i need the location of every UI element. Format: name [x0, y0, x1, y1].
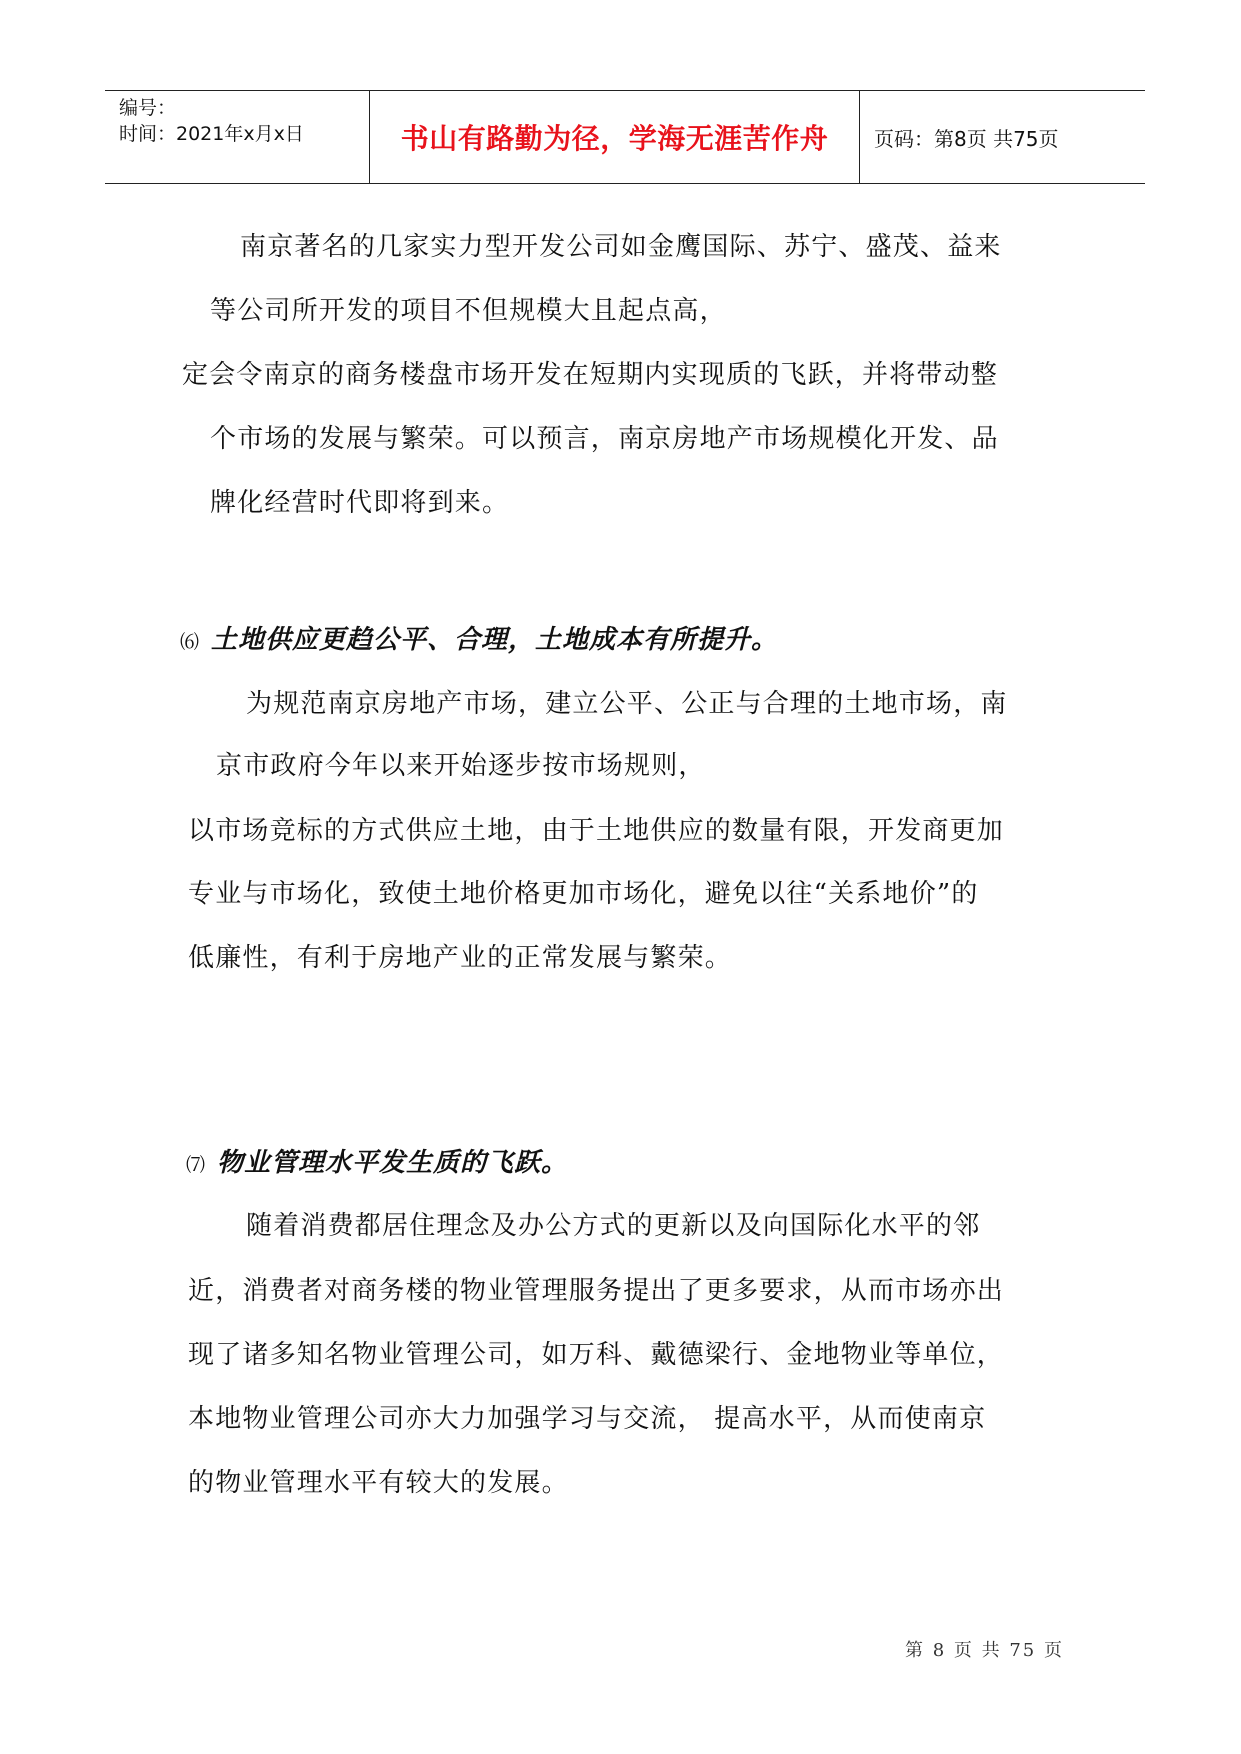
header-meta-cell: [105, 91, 370, 183]
para1-line-2: 等公司所开发的项目不但规模大且起点高，: [210, 296, 727, 326]
section7-heading: [186, 1142, 568, 1179]
para1-line-4: 个市场的发展与繁荣。可以预言，南京房地产市场规模化开发、品: [210, 424, 999, 454]
time-label: 时间：2021年x月x日: [119, 123, 304, 145]
para1-line-3: 定会令南京的商务楼盘市场开发在短期内实现质的飞跃，并将带动整: [182, 360, 999, 390]
section7-number: ⑺: [186, 1154, 206, 1176]
section6-line-3: 以市场竞标的方式供应土地，由于土地供应的数量有限，开发商更加: [188, 816, 1005, 846]
section6-line-1: 为规范南京房地产市场，建立公平、公正与合理的土地市场，南: [246, 689, 1008, 719]
para1-line-1: 南京著名的几家实力型开发公司如金鹰国际、苏宁、盛茂、益来: [240, 232, 1002, 262]
section7-line-4: 本地物业管理公司亦大力加强学习与交流， 提高水平，从而使南京: [188, 1404, 987, 1434]
section6-number: ⑹: [180, 631, 200, 653]
section6-line-5: 低廉性，有利于房地产业的正常发展与繁荣。: [188, 943, 733, 973]
section7-line-1: 随着消费都居住理念及办公方式的更新以及向国际化水平的邻: [246, 1211, 981, 1241]
section6-title: 土地供应更趋公平、合理，土地成本有所提升。: [211, 625, 779, 655]
serial-label: 编号：: [119, 97, 177, 119]
section7-line-3: 现了诸多知名物业管理公司，如万科、戴德梁行、金地物业等单位，: [188, 1340, 1005, 1370]
para1-line-5: 牌化经营时代即将到来。: [210, 488, 510, 518]
section6-line-4: 专业与市场化，致使土地价格更加市场化，避免以往“关系地价”的: [188, 879, 979, 909]
section7-line-2: 近，消费者对商务楼的物业管理服务提出了更多要求，从而市场亦出: [188, 1276, 1005, 1306]
motto-text: 书山有路勤为径，学海无涯苦作舟: [400, 122, 829, 155]
section6-line-2: 京市政府今年以来开始逐步按市场规则，: [216, 751, 706, 781]
section7-title: 物业管理水平发生质的飞跃。: [217, 1148, 569, 1178]
page-footer: 第 8 页 共 75 页: [905, 1640, 1064, 1661]
page-header: [105, 90, 1145, 184]
section6-heading: [180, 619, 778, 656]
header-page-cell: [860, 91, 1145, 183]
section7-line-5: 的物业管理水平有较大的发展。: [188, 1468, 569, 1498]
page-info: 页码：第8页 共75页: [874, 126, 1059, 151]
header-motto-cell: [370, 91, 860, 183]
